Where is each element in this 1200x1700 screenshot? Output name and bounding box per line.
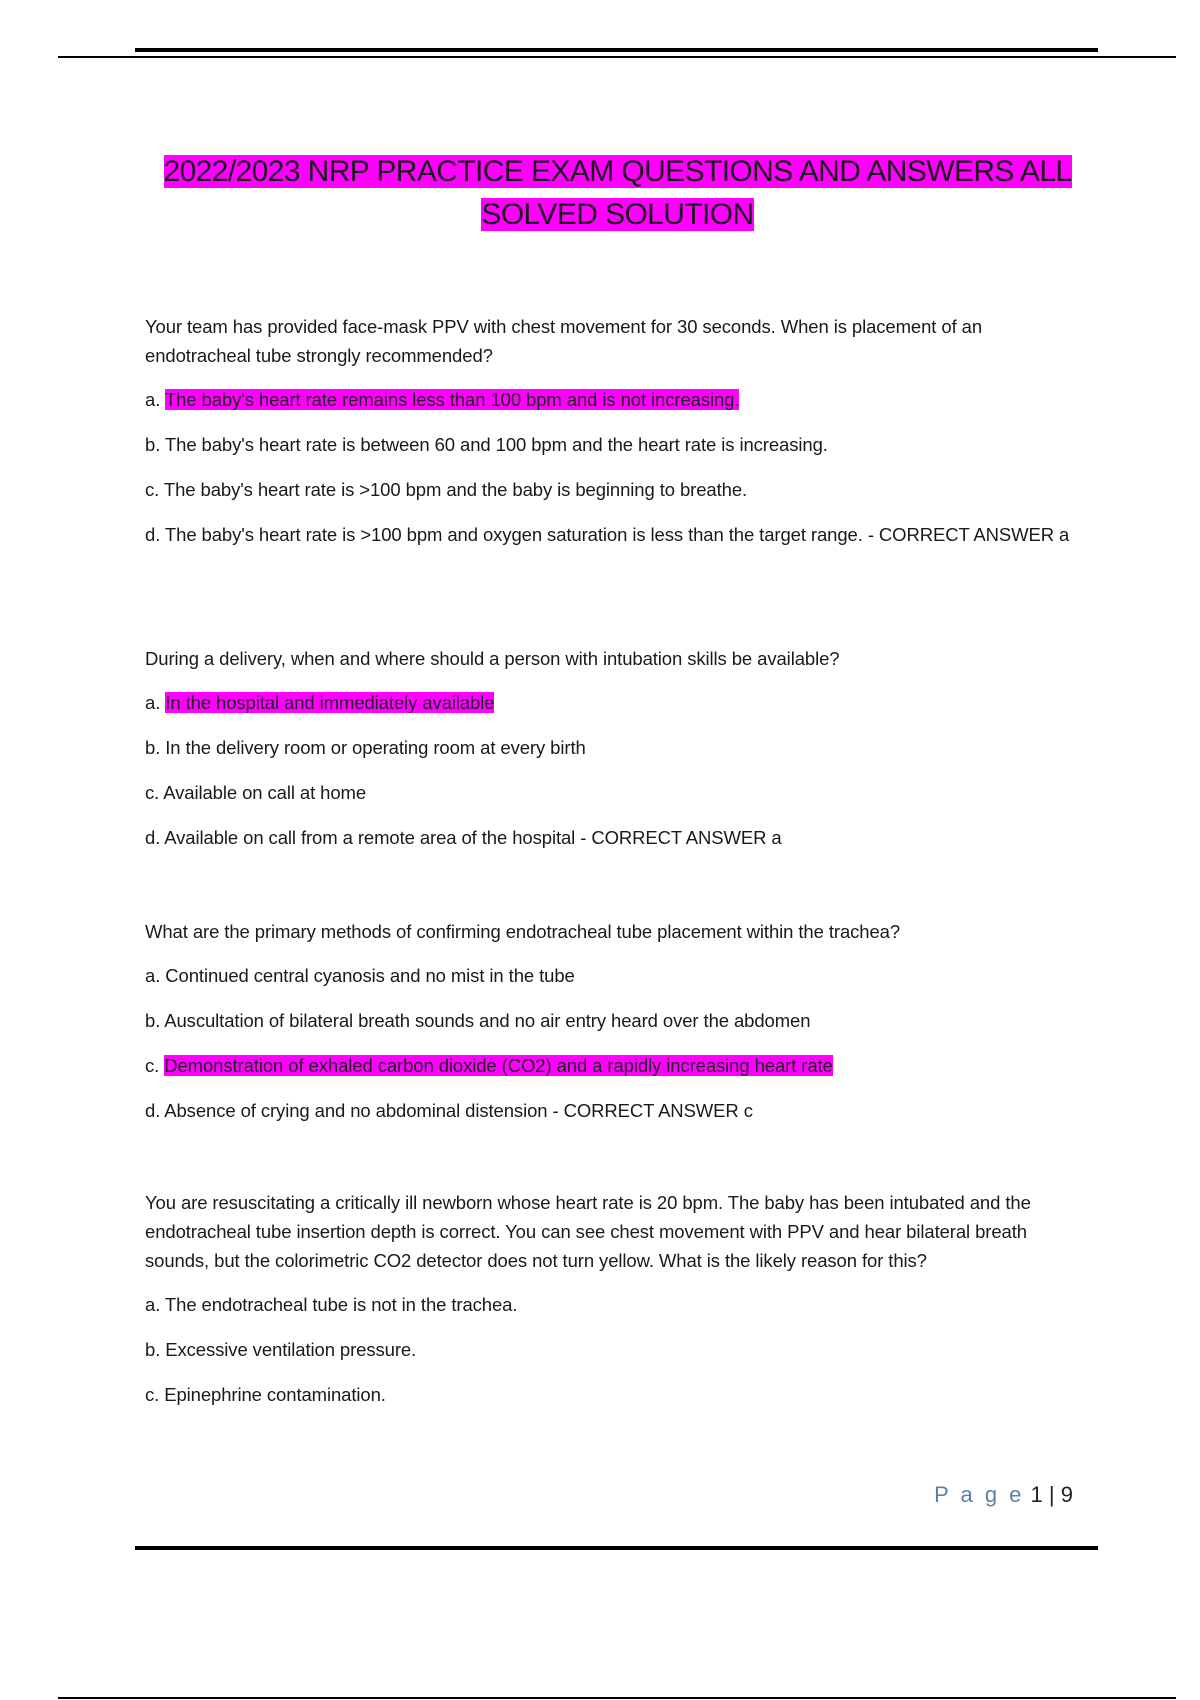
option-b: b. Auscultation of bilateral breath sounds and no air entry heard over the abdomen xyxy=(145,1010,811,1031)
header-rule-thick xyxy=(135,48,1098,52)
question-2 xyxy=(145,644,1080,868)
option-c: c. Demonstration of exhaled carbon dioxide (CO2) and a rapidly increasing heart rate xyxy=(145,1055,833,1076)
question-text: During a delivery, when and where should a person with intubation skills be available? xyxy=(145,648,840,669)
document-title xyxy=(140,150,1095,236)
option-d: d. The baby's heart rate is >100 bpm and oxygen saturation is less than the target range. - CORRECT ANSWER a xyxy=(145,524,1070,545)
option-b: b. In the delivery room or operating room at every birth xyxy=(145,737,586,758)
question-text: What are the primary methods of confirming endotracheal tube placement within the trachea? xyxy=(145,921,901,942)
page-total: 9 xyxy=(1060,1482,1073,1507)
question-3 xyxy=(145,917,1080,1141)
option-d: d. Available on call from a remote area of the hospital - CORRECT ANSWER a xyxy=(145,827,782,848)
page-separator: | xyxy=(1048,1482,1055,1507)
question-1 xyxy=(145,312,1080,549)
option-b: b. The baby's heart rate is between 60 and 100 bpm and the heart rate is increasing. xyxy=(145,434,828,455)
page-current: 1 xyxy=(1030,1482,1043,1507)
option-c: c. Available on call at home xyxy=(145,782,367,803)
highlighted-answer: The baby's heart rate remains less than 100 bpm and is not increasing. xyxy=(164,389,740,410)
header-rule-thin xyxy=(58,56,1176,58)
page-number xyxy=(934,1482,1073,1508)
footer-rule-thin xyxy=(58,1697,1176,1699)
option-d: d. Absence of crying and no abdominal distension - CORRECT ANSWER c xyxy=(145,1100,753,1121)
highlighted-answer: Demonstration of exhaled carbon dioxide (CO2) and a rapidly increasing heart rate xyxy=(164,1055,833,1076)
title-line-1: 2022/2023 NRP PRACTICE EXAM QUESTIONS AND ANSWERS ALL xyxy=(163,155,1072,188)
page-label: P a g e xyxy=(934,1482,1025,1507)
question-text: You are resuscitating a critically ill newborn whose heart rate is 20 bpm. The baby has been intubated and the endotracheal tube insertion depth is correct. You can see chest movement with PPV and hear bilateral breath sounds, but the colorimetric CO2 detector does not turn yellow. What is the likely reason for this? xyxy=(145,1192,1031,1271)
option-a: a. Continued central cyanosis and no mist in the tube xyxy=(145,965,575,986)
option-a: a. In the hospital and immediately available xyxy=(145,692,495,713)
option-a: a. The baby's heart rate remains less than 100 bpm and is not increasing. xyxy=(145,389,740,410)
footer-rule-thick xyxy=(135,1546,1098,1550)
option-c: c. Epinephrine contamination. xyxy=(145,1384,386,1405)
question-4 xyxy=(145,1188,1080,1425)
option-b: b. Excessive ventilation pressure. xyxy=(145,1339,417,1360)
highlighted-answer: In the hospital and immediately available xyxy=(165,692,495,713)
question-text: Your team has provided face-mask PPV with chest movement for 30 seconds. When is placement of an endotracheal tube strongly recommended? xyxy=(145,316,983,366)
title-line-2: SOLVED SOLUTION xyxy=(481,198,754,231)
option-c: c. The baby's heart rate is >100 bpm and the baby is beginning to breathe. xyxy=(145,479,748,500)
option-a: a. The endotracheal tube is not in the trachea. xyxy=(145,1294,518,1315)
